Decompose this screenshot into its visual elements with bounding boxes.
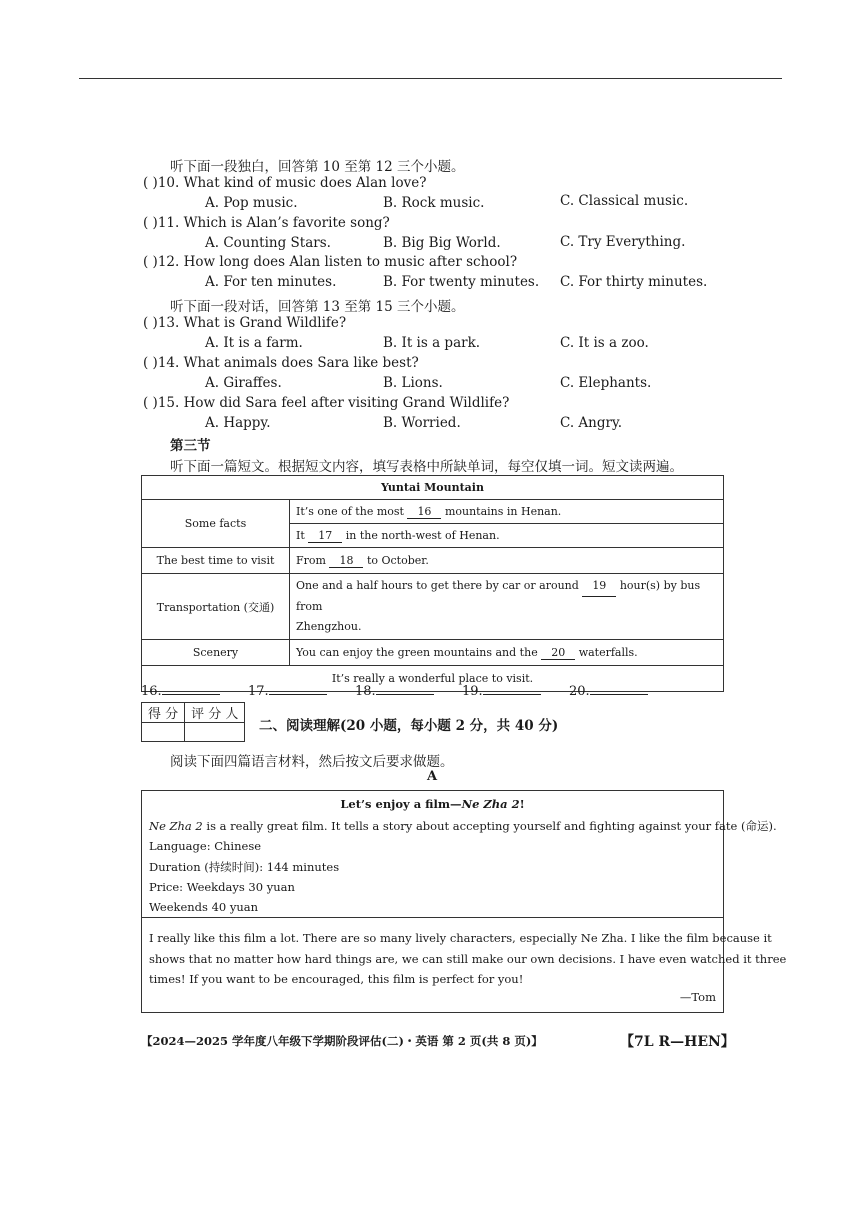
review-line-1: I really like this film a lot. There are so many lively characters, especially Ne Zha. I like the film because it [149,931,772,945]
grader-label: 评 分 人 [185,703,245,723]
answer-16-line[interactable] [162,682,220,695]
film-title [142,797,723,811]
transport-label: Transportation (交通) [142,574,290,640]
q12-option-b: B. For twenty minutes. [383,274,540,290]
footer-exam-info: 【2024—2025 学年度八年级下学期阶段评估(二)・英语 第 2 页(共 8 页)】 [141,1034,543,1048]
answer-18-label: 18. [355,684,376,699]
passage-label: A [427,769,438,784]
facts-label: Some facts [142,500,290,548]
film-intro-name: Ne Zha 2 [149,819,203,833]
film-title-name: Ne Zha 2 [461,797,520,811]
fact1-text-before: It’s one of the most [296,504,404,518]
blank-18: 18 [329,554,363,568]
question-15: ( )15. How did Sara feel after visiting Grand Wildlife? [143,395,510,411]
film-price: Price: Weekdays 30 yuan [149,880,295,894]
q13-option-a: A. It is a farm. [205,335,303,351]
q15-option-b: B. Worried. [383,415,461,431]
answer-16-label: 16. [141,684,162,699]
q11-option-a: A. Counting Stars. [205,235,331,251]
q10-option-b: B. Rock music. [383,195,485,211]
part-3-title: 第三节 [170,438,211,454]
fact1-text-after: mountains in Henan. [444,504,562,518]
answer-17[interactable] [248,682,327,699]
q15-option-a: A. Happy. [205,415,271,431]
fact2-text-after: in the north-west of Henan. [345,528,500,542]
answer-18[interactable] [355,682,434,699]
film-intro-text: is a really great film. It tells a story about accepting yourself and fighting against your fate (命运). [202,819,777,833]
scenery-label: Scenery [142,640,290,666]
reading-instruction: 阅读下面四篇语言材料，然后按文后要求做题。 [170,754,454,770]
blank-19: 19 [582,576,616,597]
footer-code: 【7L R—HEN】 [620,1034,735,1050]
answer-17-line[interactable] [269,682,327,695]
q13-option-b: B. It is a park. [383,335,481,351]
question-13: ( )13. What is Grand Wildlife? [143,315,347,331]
film-weekends: Weekends 40 yuan [149,900,259,914]
q15-option-c: C. Angry. [560,415,623,431]
answer-19-line[interactable] [483,682,541,695]
transport-text-line2: Zhengzhou. [296,620,362,633]
table-closing: It’s really a wonderful place to visit. [142,666,724,692]
blank-17: 17 [308,529,342,543]
fact-row-1 [290,500,724,524]
time-label: The best time to visit [142,548,290,574]
film-title-end: ! [519,797,525,811]
blank-20: 20 [541,646,575,660]
answer-19-label: 19. [462,684,483,699]
part-3-instruction: 听下面一篇短文。根据短文内容，填写表格中所缺单词，每空仅填一词。短文读两遍。 [170,459,683,475]
time-text-after: to October. [366,553,429,567]
time-row [290,548,724,574]
q12-option-c: C. For thirty minutes. [560,274,708,290]
answer-18-line[interactable] [376,682,434,695]
answer-20-label: 20. [569,684,590,699]
score-label: 得 分 [142,703,185,723]
question-11: ( )11. Which is Alan’s favorite song? [143,215,390,231]
grader-cell[interactable] [185,723,245,742]
answer-17-label: 17. [248,684,269,699]
review-line-2: shows that no matter how hard things are, we can still make our own decisions. I have even watched it three [149,952,787,966]
score-box [141,702,245,742]
q10-option-c: C. Classical music. [560,193,689,209]
section-instruction-dialogue: 听下面一段对话，回答第 13 至第 15 三个小题。 [170,299,465,315]
scenery-row [290,640,724,666]
reading-section-title: 二、阅读理解(20 小题，每小题 2 分，共 40 分) [259,718,559,734]
fact2-text-before: It [296,528,305,542]
score-cell[interactable] [142,723,185,742]
scenery-text-after: waterfalls. [578,645,638,659]
transport-text-before: One and a half hours to get there by car or around [296,579,579,592]
review-line-3: times! If you want to be encouraged, this film is perfect for you! [149,972,524,986]
film-passage-box [141,790,787,1013]
film-duration: Duration (持续时间): 144 minutes [149,860,340,874]
question-10: ( )10. What kind of music does Alan love? [143,175,427,191]
blank-16: 16 [407,505,441,519]
q14-option-c: C. Elephants. [560,375,652,391]
q11-option-c: C. Try Everything. [560,234,686,250]
question-12: ( )12. How long does Alan listen to music after school? [143,254,518,270]
table-title: Yuntai Mountain [142,476,724,500]
answer-20-line[interactable] [590,682,648,695]
answer-19[interactable] [462,682,541,699]
q10-option-a: A. Pop music. [205,195,298,211]
answer-16[interactable] [141,682,220,699]
q14-option-a: A. Giraffes. [205,375,282,391]
film-title-text: Let’s enjoy a film— [340,797,462,811]
film-intro [149,818,777,834]
fill-in-table [141,475,724,692]
time-text-before: From [296,553,326,567]
transport-text-after: hour(s) by bus from [296,579,701,613]
answer-20[interactable] [569,682,648,699]
q13-option-c: C. It is a zoo. [560,335,649,351]
q14-option-b: B. Lions. [383,375,443,391]
fact-row-2 [290,524,724,548]
header-rule [79,78,782,79]
box-divider [142,917,723,918]
q12-option-a: A. For ten minutes. [205,274,337,290]
transport-row [290,574,724,640]
film-language: Language: Chinese [149,839,262,853]
section-instruction-monologue: 听下面一段独白，回答第 10 至第 12 三个小题。 [170,159,465,175]
scenery-text-before: You can enjoy the green mountains and the [296,645,538,659]
q11-option-b: B. Big Big World. [383,235,501,251]
review-signature: —Tom [679,990,716,1004]
question-14: ( )14. What animals does Sara like best? [143,355,419,371]
